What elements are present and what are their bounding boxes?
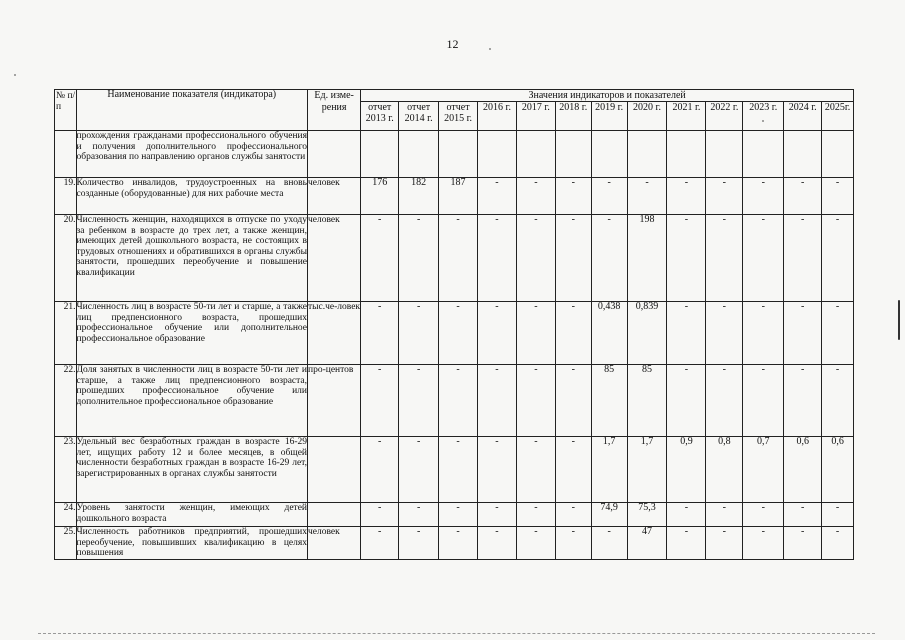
- header-year: отчет 2015 г.: [439, 102, 478, 131]
- indicator-value: -: [591, 215, 627, 302]
- indicator-value: -: [478, 215, 517, 302]
- indicator-value: -: [667, 503, 706, 527]
- header-year: 2024 г.: [784, 102, 822, 131]
- scan-speck: [14, 74, 16, 76]
- header-year: 2021 г.: [667, 102, 706, 131]
- indicator-value: -: [706, 302, 743, 365]
- indicator-value: -: [439, 503, 478, 527]
- unit-of-measure: человек: [308, 215, 361, 302]
- header-year: 2019 г.: [591, 102, 627, 131]
- indicator-value: [822, 131, 854, 178]
- indicator-value: -: [591, 178, 627, 215]
- indicator-name: Численность женщин, находящихся в отпуске по уходу за ребенком в возрасте до трех лет, а также женщин, имеющих детей дошкольного возраста, не состоящих в трудовых отношениях и обратившихся в органы службы занятости, прошедших переобучение и повышение квалификации: [76, 215, 308, 302]
- header-year: 2017 г.: [516, 102, 555, 131]
- header-year: 2018 г.: [555, 102, 591, 131]
- unit-of-measure: тыс.че-ловек: [308, 302, 361, 365]
- header-year: 2022 г.: [706, 102, 743, 131]
- header-year: отчет 2013 г.: [361, 102, 399, 131]
- indicator-value: -: [399, 437, 439, 503]
- indicator-value: -: [478, 527, 517, 560]
- indicator-name: Доля занятых в численности лиц в возрасте 50-ти лет и старше, а также лиц предпенсионного возраста, прошедших профессиональное обучение или дополнительное профессиональное образование: [76, 365, 308, 437]
- indicator-value: [555, 131, 591, 178]
- indicator-value: -: [478, 437, 517, 503]
- scan-speck: [489, 48, 491, 50]
- indicator-value: -: [439, 302, 478, 365]
- row-number: 23.: [55, 437, 77, 503]
- indicator-value: 0,9: [667, 437, 706, 503]
- indicator-value: -: [822, 365, 854, 437]
- indicator-value: 0,6: [822, 437, 854, 503]
- indicator-value: -: [743, 527, 784, 560]
- unit-of-measure: [308, 437, 361, 503]
- indicator-value: -: [591, 527, 627, 560]
- indicator-value: -: [743, 178, 784, 215]
- indicator-value: 0,839: [627, 302, 667, 365]
- header-year: отчет 2014 г.: [399, 102, 439, 131]
- unit-of-measure: [308, 503, 361, 527]
- indicator-value: -: [627, 178, 667, 215]
- indicator-value: 75,3: [627, 503, 667, 527]
- indicator-value: -: [439, 527, 478, 560]
- indicator-name: Численность работников предприятий, прошедших переобучение, повышивших квалификацию в целях повышения: [76, 527, 307, 558]
- indicator-value: -: [555, 527, 591, 560]
- indicator-value: -: [743, 302, 784, 365]
- indicator-value: -: [555, 178, 591, 215]
- indicator-value: 176: [361, 178, 399, 215]
- row-number: 21.: [55, 302, 77, 365]
- indicator-value: 85: [627, 365, 667, 437]
- table-row: [55, 131, 854, 178]
- indicator-value: -: [478, 178, 517, 215]
- indicator-value: -: [822, 503, 854, 527]
- indicator-value: -: [784, 302, 822, 365]
- indicator-value: -: [516, 365, 555, 437]
- indicator-value: 187: [439, 178, 478, 215]
- indicator-value: -: [516, 527, 555, 560]
- indicator-value: -: [784, 365, 822, 437]
- indicator-value: -: [361, 215, 399, 302]
- indicator-value: -: [667, 215, 706, 302]
- indicator-value: 1,7: [591, 437, 627, 503]
- header-year: 2016 г.: [478, 102, 517, 131]
- indicator-value: -: [743, 365, 784, 437]
- indicator-value: -: [361, 503, 399, 527]
- indicator-value: [399, 131, 439, 178]
- indicator-value: -: [667, 302, 706, 365]
- row-number: 19.: [55, 178, 77, 215]
- indicator-value: [784, 131, 822, 178]
- indicator-value: -: [439, 437, 478, 503]
- header-unit: Ед. изме-рения: [308, 90, 361, 131]
- indicator-value: [591, 131, 627, 178]
- indicator-value: [361, 131, 399, 178]
- indicator-value: -: [361, 527, 399, 560]
- indicator-value: [627, 131, 667, 178]
- indicator-value: -: [706, 527, 743, 560]
- indicator-value: [439, 131, 478, 178]
- indicator-value: [478, 131, 517, 178]
- indicator-value: 74,9: [591, 503, 627, 527]
- indicator-name: Численность лиц в возрасте 50-ти лет и старше, а также лиц предпенсионного возраста, прошедших профессиональное обучение или дополнительное профессиональное образование: [76, 302, 308, 365]
- indicator-value: -: [516, 178, 555, 215]
- indicator-value: -: [706, 178, 743, 215]
- indicator-value: -: [399, 503, 439, 527]
- indicator-value: -: [439, 215, 478, 302]
- indicator-value: -: [399, 302, 439, 365]
- header-year: 2020 г.: [627, 102, 667, 131]
- row-number: [55, 131, 77, 178]
- header-year: 2023 г.: [743, 102, 784, 131]
- header-year: 2025г.: [822, 102, 854, 131]
- indicator-value: -: [555, 503, 591, 527]
- indicator-value: -: [516, 302, 555, 365]
- indicator-value: 1,7: [627, 437, 667, 503]
- header-number: № п/п: [55, 90, 77, 131]
- indicator-value: 85: [591, 365, 627, 437]
- indicator-value: -: [706, 503, 743, 527]
- unit-of-measure: человек: [308, 178, 361, 215]
- indicator-value: -: [399, 365, 439, 437]
- indicator-value: -: [743, 503, 784, 527]
- indicator-value: -: [516, 503, 555, 527]
- indicator-value: -: [822, 178, 854, 215]
- indicator-value: -: [478, 503, 517, 527]
- header-values-group: Значения индикаторов и показателей: [361, 90, 854, 102]
- indicator-value: -: [361, 302, 399, 365]
- indicator-value: [743, 131, 784, 178]
- table-row: [55, 365, 854, 437]
- indicator-value: -: [784, 178, 822, 215]
- indicator-value: -: [667, 527, 706, 560]
- header-indicator-name: Наименование показателя (индикатора): [76, 90, 308, 131]
- indicator-name: прохождения гражданами профессионального обучения и получения дополнительного профессионального образования по направлению органов службы занятости: [76, 131, 308, 178]
- indicator-value: -: [399, 215, 439, 302]
- indicator-value: -: [667, 178, 706, 215]
- indicator-value: -: [784, 503, 822, 527]
- indicator-value: -: [743, 215, 784, 302]
- indicator-value: -: [822, 215, 854, 302]
- indicator-value: -: [478, 365, 517, 437]
- indicator-value: 0,7: [743, 437, 784, 503]
- indicator-value: 0,8: [706, 437, 743, 503]
- indicator-value: 47: [627, 527, 667, 560]
- indicator-value: -: [399, 527, 439, 560]
- table-row: [55, 302, 854, 365]
- indicator-value: -: [361, 437, 399, 503]
- indicator-value: -: [516, 437, 555, 503]
- indicator-value: [667, 131, 706, 178]
- indicator-value: -: [555, 437, 591, 503]
- indicator-value: [706, 131, 743, 178]
- indicator-value: -: [706, 365, 743, 437]
- indicator-value: -: [784, 527, 822, 560]
- indicator-value: -: [706, 215, 743, 302]
- row-number: 24.: [55, 503, 77, 527]
- page-number: 12: [446, 37, 459, 51]
- page-bottom-edge: [38, 633, 875, 634]
- indicator-value: -: [555, 365, 591, 437]
- unit-of-measure: человек: [308, 527, 361, 560]
- table-row: [55, 527, 854, 560]
- indicator-value: 198: [627, 215, 667, 302]
- table-row: [55, 215, 854, 302]
- row-number: 22.: [55, 365, 77, 437]
- indicator-value: 182: [399, 178, 439, 215]
- indicator-value: -: [555, 215, 591, 302]
- row-number: 20.: [55, 215, 77, 302]
- indicator-value: [516, 131, 555, 178]
- indicator-value: 0,6: [784, 437, 822, 503]
- indicator-value: -: [516, 215, 555, 302]
- indicator-value: -: [361, 365, 399, 437]
- table-row: [55, 178, 854, 215]
- table-row: [55, 503, 854, 527]
- row-number: 25.: [55, 527, 77, 560]
- indicator-value: -: [667, 365, 706, 437]
- indicators-table: [54, 89, 854, 560]
- indicator-name: Количество инвалидов, трудоустроенных на вновь созданные (оборудованные) для них рабочие места: [76, 178, 308, 215]
- indicator-name: Уровень занятости женщин, имеющих детей дошкольного возраста: [76, 503, 308, 527]
- indicator-value: -: [784, 215, 822, 302]
- scan-edge-mark: [898, 300, 900, 340]
- indicator-value: 0,438: [591, 302, 627, 365]
- indicator-value: -: [555, 302, 591, 365]
- scan-speck: [762, 120, 764, 122]
- indicator-name: Удельный вес безработных граждан в возрасте 16-29 лет, ищущих работу 12 и более месяцев, в общей численности безработных граждан в возрасте 16-29 лет, зарегистрированных в органах службы занятости: [76, 437, 308, 503]
- indicator-value: -: [478, 302, 517, 365]
- unit-of-measure: про-центов: [308, 365, 361, 437]
- indicator-value: -: [439, 365, 478, 437]
- indicator-value: -: [822, 527, 854, 560]
- indicator-value: -: [822, 302, 854, 365]
- table-row: [55, 437, 854, 503]
- unit-of-measure: [308, 131, 361, 178]
